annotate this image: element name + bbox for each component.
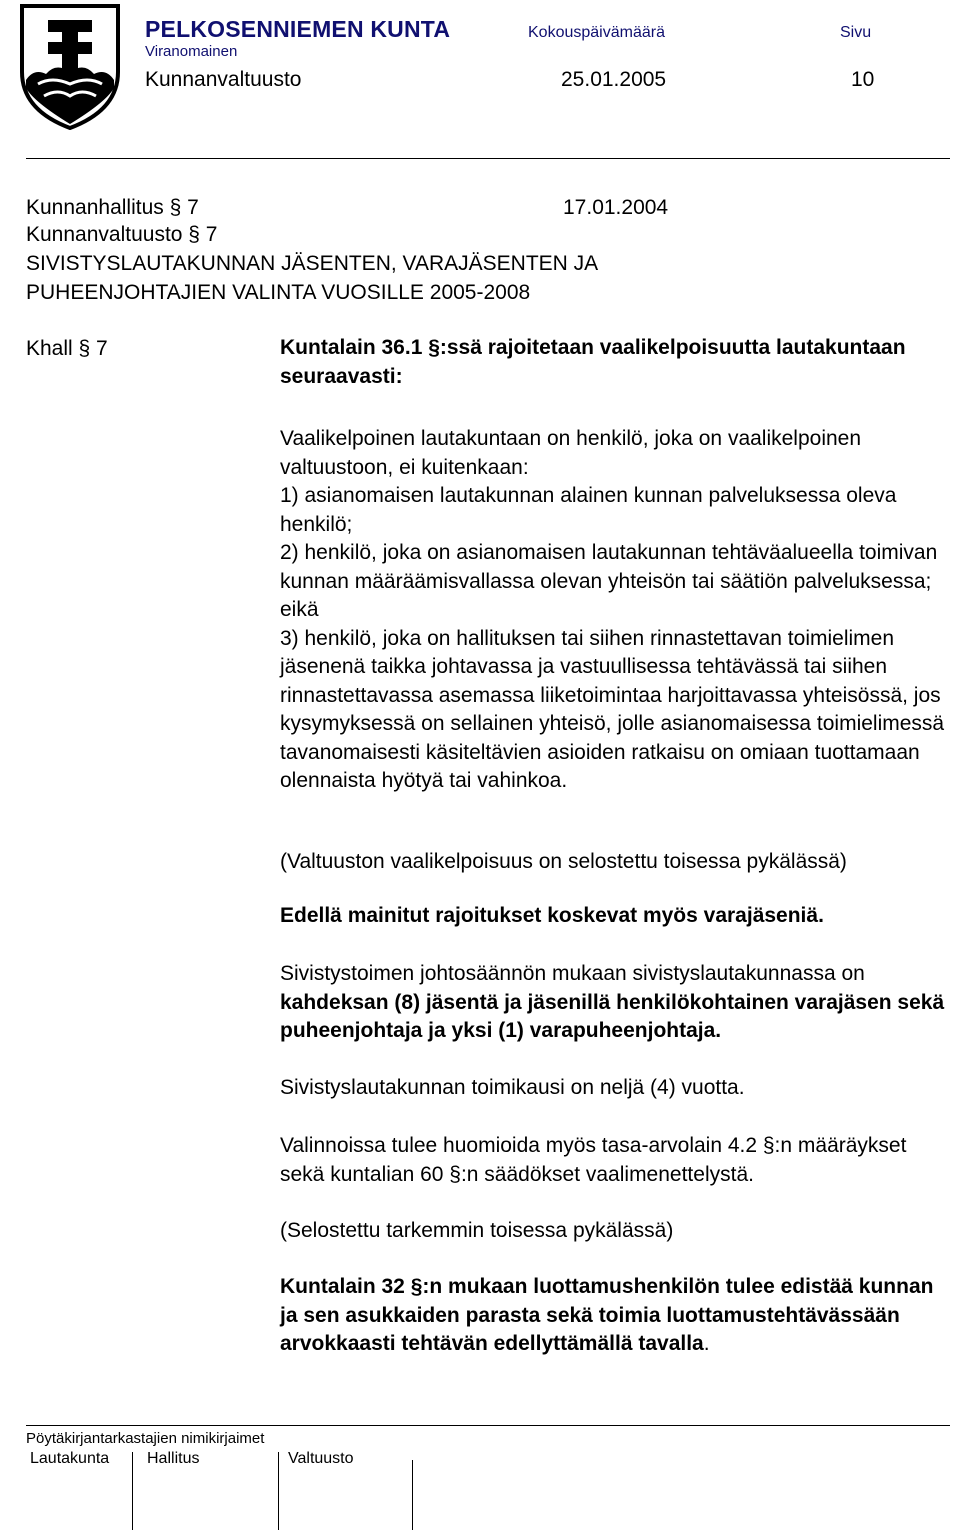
footer-separator-3: [412, 1460, 413, 1530]
matter-title-line1: SIVISTYSLAUTAKUNNAN JÄSENTEN, VARAJÄSENTEN JA: [26, 252, 599, 275]
board-reference: Kunnanhallitus § 7: [26, 196, 199, 219]
paragraph-equality-act: Valinnoissa tulee huomioida myös tasa-arvolain 4.2 §:n määräykset sekä kuntalian 60 §:n säädökset vaalimenettelystä.: [280, 1134, 907, 1186]
paragraph-composition: [280, 960, 952, 1046]
paragraph-term: Sivistyslautakunnan toimikausi on neljä (4) vuotta.: [280, 1076, 745, 1099]
authority-label: Viranomainen: [145, 43, 238, 60]
meeting-date-label: Kokouspäivämäärä: [528, 24, 665, 41]
organization-name: PELKOSENNIEMEN KUNTA: [145, 16, 451, 42]
footer-col-council: Valtuusto: [288, 1450, 354, 1467]
page-number: 10: [851, 68, 875, 91]
paragraph-explained-elsewhere: (Selostettu tarkemmin toisessa pykälässä): [280, 1219, 674, 1242]
page-label: Sivu: [840, 24, 872, 41]
eligibility-item-3: 3) henkilö, joka on hallituksen tai siihen rinnastettavan toimielimen jäsenenä taikka johtavassa ja vastuullisessa tehtävässä tai siihen rinnastettavassa asemassa liiketoimintaa harjoittavassa yhteisössä, jos kysymyksessä on sellainen yhteisö, jolle asianomaisessa toimielimessä tavanomaisesti käsiteltävien asioiden ratkaisu on omiaan tuottamaan olennaista hyötyä tai vahinkoa.: [280, 626, 945, 792]
eligibility-intro: Vaalikelpoinen lautakuntaan on henkilö, joka on vaalikelpoinen valtuustoon, ei kuitenkaan:: [280, 427, 862, 479]
paragraph-municipal-act-36: Kuntalain 36.1 §:ssä rajoitetaan vaalikelpoisuutta lautakuntaan seuraavasti:: [280, 336, 906, 388]
eligibility-item-1: 1) asianomaisen lautakunnan alainen kunnan palveluksessa oleva henkilö;: [280, 484, 897, 536]
meeting-date-value: 25.01.2005: [561, 68, 667, 91]
council-reference: Kunnanvaltuusto § 7: [26, 223, 218, 246]
act-32-bold-text: Kuntalain 32 §:n mukaan luottamushenkilön tulee edistää kunnan ja sen asukkaiden parasta sekä toimia luottamustehtävässään arvokkaasti tehtävän edellyttämällä tavalla: [280, 1275, 934, 1355]
paragraph-municipal-act-32: [280, 1273, 952, 1359]
eligibility-item-2: 2) henkilö, joka on asianomaisen lautakunnan tehtäväalueella toimivan kunnan määräämisvallassa olevan yhteisön tai säätiön palveluksessa; eikä: [280, 541, 938, 621]
footer-col-government: Hallitus: [147, 1450, 200, 1467]
paragraph-restrictions-deputies: Edellä mainitut rajoitukset koskevat myös varajäseniä.: [280, 904, 824, 927]
coat-of-arms-logo: [18, 2, 122, 130]
footer-title: Pöytäkirjantarkastajien nimikirjaimet: [26, 1430, 265, 1447]
act-32-end: .: [703, 1332, 710, 1355]
matter-title-line2: PUHEENJOHTAJIEN VALINTA VUOSILLE 2005-2008: [26, 281, 531, 304]
paragraph-council-eligibility-note: (Valtuuston vaalikelpoisuus on selostettu toisessa pykälässä): [280, 850, 847, 873]
board-date: 17.01.2004: [563, 196, 669, 219]
section-reference: Khall § 7: [26, 337, 108, 360]
composition-bold-text: kahdeksan (8) jäsentä ja jäsenillä henkilökohtainen varajäsen sekä puheenjohtaja ja yksi (1) varapuheenjohtaja.: [280, 990, 945, 1042]
footer-separator-1: [132, 1452, 133, 1530]
footer-separator-2: [278, 1452, 279, 1530]
authority-value: Kunnanvaltuusto: [145, 68, 302, 91]
footer-divider: [26, 1425, 950, 1426]
header-divider: [26, 158, 950, 159]
paragraph-eligibility: [280, 425, 952, 796]
footer-col-board: Lautakunta: [30, 1450, 110, 1467]
composition-text: Sivistystoimen johtosäännön mukaan sivistyslautakunnassa on: [280, 962, 865, 985]
